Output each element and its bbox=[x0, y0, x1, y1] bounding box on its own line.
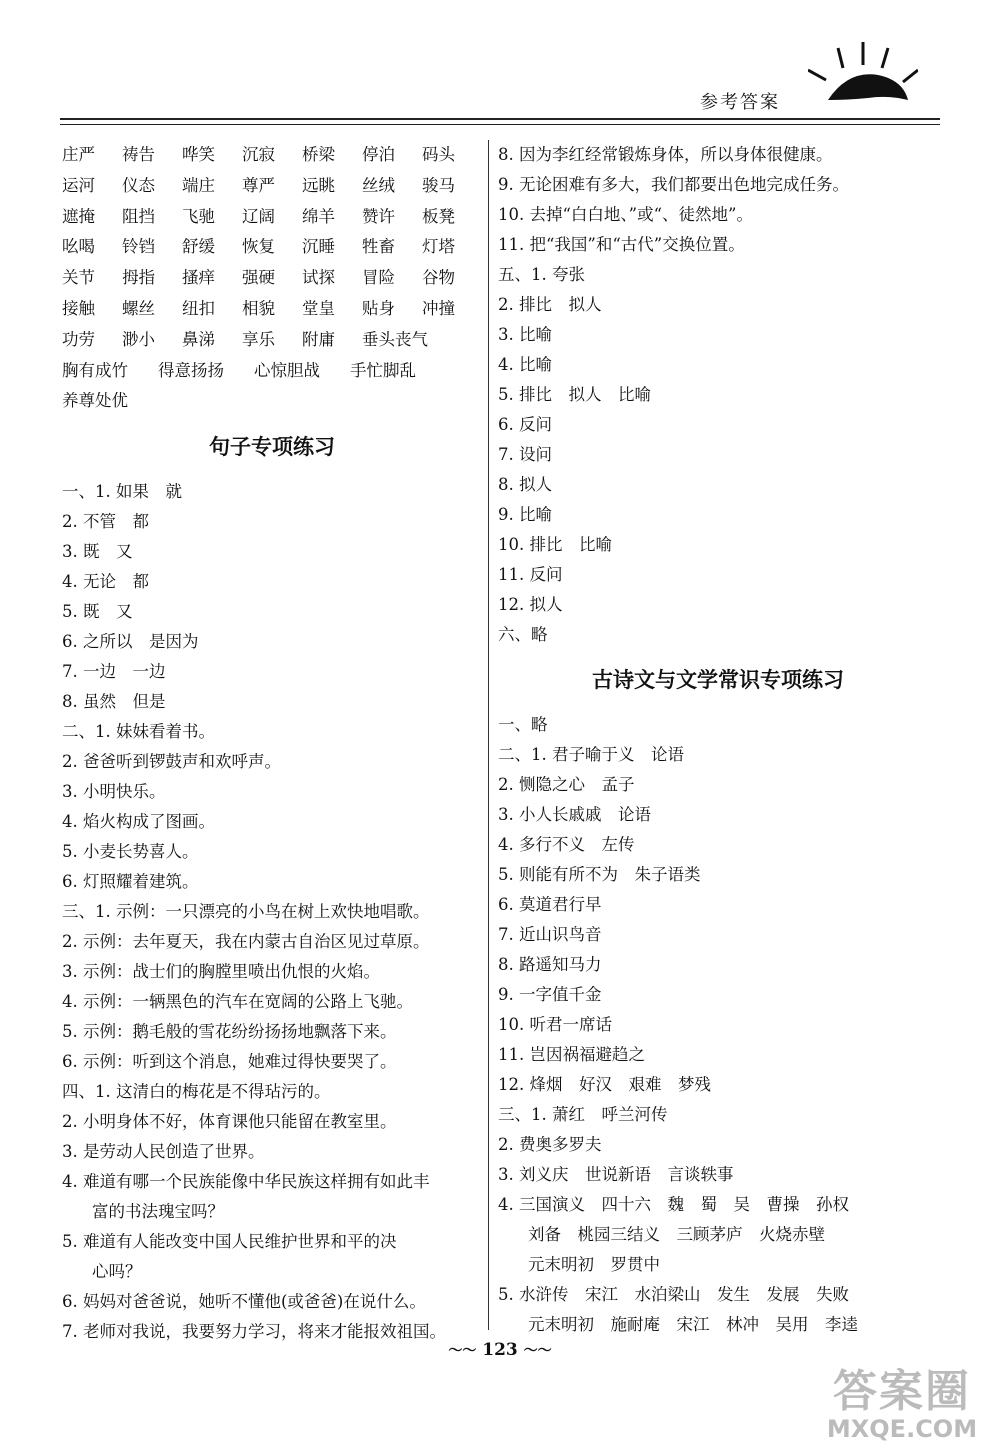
answer-line: 3. 比喻 bbox=[498, 325, 552, 344]
vocab-row bbox=[62, 202, 482, 233]
vocab-word: 码头 bbox=[422, 145, 455, 164]
answer-line: 4. 无论 都 bbox=[62, 572, 149, 592]
vocab-word: 丝绒 bbox=[362, 175, 395, 195]
vocab-word: 谷物 bbox=[422, 268, 455, 288]
answer-line: 5. 难道有人能改变中国人民维护世界和平的决 bbox=[62, 1232, 397, 1252]
vocab-word: 遮掩 bbox=[62, 206, 95, 226]
vocab-word: 运河 bbox=[62, 175, 95, 195]
answer-line: 三、1. 萧红 呼兰河传 bbox=[498, 1105, 668, 1124]
poetry-answers bbox=[498, 710, 938, 1340]
vocab-row bbox=[62, 140, 482, 171]
vocab-row bbox=[62, 325, 482, 356]
sentence-section-title: 句子专项练习 bbox=[209, 435, 335, 460]
answer-line: 4. 比喻 bbox=[498, 355, 552, 374]
header-label: 参考答案 bbox=[700, 92, 780, 113]
vocab-word: 铃铛 bbox=[122, 237, 155, 257]
watermark bbox=[812, 1355, 992, 1443]
answer-line: 2. 费奥多罗夫 bbox=[498, 1135, 602, 1154]
vocab-word: 搔痒 bbox=[182, 268, 215, 288]
vocab-word: 鼻涕 bbox=[182, 329, 215, 349]
answer-line: 11. 把“我国”和“古代”交换位置。 bbox=[498, 235, 745, 254]
vocab-word: 养尊处优 bbox=[62, 391, 128, 411]
header-rule bbox=[60, 118, 940, 120]
left-column bbox=[62, 140, 482, 1347]
answer-line: 3. 示例：战士们的胸膛里喷出仇恨的火焰。 bbox=[62, 962, 380, 982]
watermark-main: 答案圈 bbox=[833, 1366, 971, 1417]
vocab-row bbox=[62, 294, 482, 325]
answer-line: 12. 烽烟 好汉 艰难 梦残 bbox=[498, 1075, 711, 1094]
answer-line: 四、1. 这清白的梅花是不得玷污的。 bbox=[62, 1082, 331, 1102]
answer-line: 六、略 bbox=[498, 625, 548, 644]
answer-line: 9. 一字值千金 bbox=[498, 985, 602, 1004]
vocab-word: 手忙脚乱 bbox=[350, 360, 416, 380]
answer-line: 一、略 bbox=[498, 715, 548, 734]
answer-line: 11. 岂因祸福避趋之 bbox=[498, 1045, 645, 1064]
vocab-word: 试探 bbox=[302, 268, 335, 288]
answer-line: 4. 三国演义 四十六 魏 蜀 吴 曹操 孙权 bbox=[498, 1195, 849, 1214]
answer-line: 8. 虽然 但是 bbox=[62, 692, 166, 712]
vocab-word: 冲撞 bbox=[422, 298, 455, 318]
answer-line: 9. 无论困难有多大，我们都要出色地完成任务。 bbox=[498, 175, 849, 194]
answer-line: 7. 设问 bbox=[498, 445, 552, 464]
vocab-word: 骏马 bbox=[422, 175, 455, 195]
answer-line: 2. 恻隐之心 孟子 bbox=[498, 775, 635, 794]
answer-line: 2. 排比 拟人 bbox=[498, 295, 602, 314]
vocab-word: 吆喝 bbox=[62, 237, 95, 257]
vocab-word: 仪态 bbox=[122, 175, 155, 195]
answer-line: 3. 既 又 bbox=[62, 542, 133, 562]
answer-line: 3. 刘义庆 世说新语 言谈轶事 bbox=[498, 1165, 734, 1184]
answer-line: 4. 多行不义 左传 bbox=[498, 835, 635, 854]
vocab-word: 关节 bbox=[62, 268, 95, 288]
answer-line: 3. 小明快乐。 bbox=[62, 782, 166, 802]
answer-line: 心吗？ bbox=[92, 1262, 142, 1282]
answer-line: 元末明初 罗贯中 bbox=[528, 1255, 660, 1274]
answer-line: 8. 因为李红经常锻炼身体，所以身体很健康。 bbox=[498, 145, 833, 164]
answer-line: 五、1. 夸张 bbox=[498, 265, 585, 284]
vocab-word: 心惊胆战 bbox=[254, 360, 320, 380]
sun-icon bbox=[808, 40, 918, 130]
vocab-word: 得意扬扬 bbox=[158, 360, 224, 380]
poetry-section-title: 古诗文与文学常识专项练习 bbox=[592, 668, 844, 692]
answer-line: 二、1. 君子喻于义 论语 bbox=[498, 745, 684, 764]
vocab-word: 端庄 bbox=[182, 175, 215, 195]
vocab-word: 沉寂 bbox=[242, 145, 275, 164]
answer-line: 2. 小明身体不好，体育课他只能留在教室里。 bbox=[62, 1112, 397, 1132]
vocab-word: 堂皇 bbox=[302, 298, 335, 318]
answer-line: 10. 听君一席话 bbox=[498, 1015, 612, 1034]
vocab-word: 胸有成竹 bbox=[62, 360, 128, 380]
answer-line: 一、1. 如果 就 bbox=[62, 482, 182, 502]
answer-line: 9. 比喻 bbox=[498, 505, 552, 524]
vocab-word: 附庸 bbox=[302, 329, 335, 349]
answer-line: 3. 小人长戚戚 论语 bbox=[498, 805, 651, 824]
answer-line: 2. 爸爸听到锣鼓声和欢呼声。 bbox=[62, 752, 281, 772]
page-number-text: 123 bbox=[482, 1340, 518, 1360]
vocab-word: 相貌 bbox=[242, 298, 275, 318]
vocab-word: 沉睡 bbox=[302, 237, 335, 257]
watermark-url: MXQE.COM bbox=[826, 1415, 978, 1443]
answer-line: 6. 妈妈对爸爸说，她听不懂他(或爸爸)在说什么。 bbox=[62, 1292, 426, 1312]
answer-line: 10. 去掉“白白地、”或“、徒然地”。 bbox=[498, 205, 753, 224]
page-number bbox=[440, 1340, 560, 1360]
answer-line: 三、1. 示例：一只漂亮的小鸟在树上欢快地唱歌。 bbox=[62, 902, 430, 922]
vocab-row bbox=[62, 263, 482, 294]
answer-line: 刘备 桃园三结义 三顾茅庐 火烧赤壁 bbox=[528, 1225, 825, 1244]
vocab-word: 垂头丧气 bbox=[362, 329, 428, 349]
header-rule-thin bbox=[60, 124, 940, 125]
answer-line: 5. 既 又 bbox=[62, 602, 133, 622]
vocab-word: 纽扣 bbox=[182, 298, 215, 318]
answer-line: 2. 不管 都 bbox=[62, 512, 149, 532]
rhetoric-answers bbox=[498, 140, 938, 650]
vocab-word: 桥梁 bbox=[302, 145, 335, 164]
answer-line: 5. 排比 拟人 比喻 bbox=[498, 385, 651, 404]
vocab-row bbox=[62, 171, 482, 202]
vocab-word: 享乐 bbox=[242, 329, 275, 349]
vocab-word: 庄严 bbox=[62, 145, 95, 164]
vocab-word: 贴身 bbox=[362, 298, 395, 318]
answer-line: 4. 焰火构成了图画。 bbox=[62, 812, 215, 832]
answer-line: 元末明初 施耐庵 宋江 林冲 吴用 李逵 bbox=[528, 1315, 858, 1334]
vocab-word: 渺小 bbox=[122, 329, 155, 349]
column-divider bbox=[488, 140, 489, 1330]
vocab-word: 拇指 bbox=[122, 268, 155, 288]
answer-line: 6. 莫道君行早 bbox=[498, 895, 602, 914]
answer-line: 8. 拟人 bbox=[498, 475, 552, 494]
answer-line: 二、1. 妹妹看着书。 bbox=[62, 722, 215, 742]
answer-line: 4. 示例：一辆黑色的汽车在宽阔的公路上飞驰。 bbox=[62, 992, 413, 1012]
answer-line: 7. 一边 一边 bbox=[62, 662, 166, 682]
answer-line: 2. 示例：去年夏天，我在内蒙古自治区见过草原。 bbox=[62, 932, 430, 952]
answer-line: 5. 水浒传 宋江 水泊梁山 发生 发展 失败 bbox=[498, 1285, 849, 1304]
vocab-word: 板凳 bbox=[422, 206, 455, 226]
answer-line: 4. 难道有哪一个民族能像中华民族这样拥有如此丰 bbox=[62, 1172, 430, 1192]
right-column bbox=[498, 140, 938, 1340]
answer-line: 5. 示例：鹅毛般的雪花纷纷扬扬地飘落下来。 bbox=[62, 1022, 397, 1042]
ornament-left-icon: ～～ bbox=[448, 1343, 477, 1359]
answer-line: 富的书法瑰宝吗？ bbox=[92, 1202, 224, 1222]
vocab-word: 辽阔 bbox=[242, 206, 275, 226]
answer-line: 11. 反问 bbox=[498, 565, 563, 584]
answer-line: 3. 是劳动人民创造了世界。 bbox=[62, 1142, 265, 1162]
vocab-word: 远眺 bbox=[302, 175, 335, 195]
answer-line: 6. 之所以 是因为 bbox=[62, 632, 199, 652]
vocab-grid bbox=[62, 140, 482, 417]
vocab-row bbox=[62, 386, 482, 417]
vocab-word: 接触 bbox=[62, 298, 95, 318]
vocab-word: 螺丝 bbox=[122, 298, 155, 318]
vocab-word: 灯塔 bbox=[422, 237, 455, 257]
vocab-word: 祷告 bbox=[122, 145, 155, 164]
vocab-word: 飞驰 bbox=[182, 206, 215, 226]
vocab-word: 恢复 bbox=[242, 237, 275, 257]
vocab-word: 哗笑 bbox=[182, 145, 215, 164]
answer-line: 6. 示例：听到这个消息，她难过得快要哭了。 bbox=[62, 1052, 397, 1072]
vocab-word: 赞许 bbox=[362, 206, 395, 226]
answer-line: 6. 反问 bbox=[498, 415, 552, 434]
answer-line: 6. 灯照耀着建筑。 bbox=[62, 872, 199, 892]
vocab-word: 阻挡 bbox=[122, 206, 155, 226]
vocab-word: 牲畜 bbox=[362, 237, 395, 257]
sentence-answers bbox=[62, 477, 482, 1347]
answer-line: 10. 排比 比喻 bbox=[498, 535, 612, 554]
answer-line: 12. 拟人 bbox=[498, 595, 563, 614]
answer-line: 7. 老师对我说，我要努力学习，将来才能报效祖国。 bbox=[62, 1322, 446, 1342]
answer-line: 8. 路遥知马力 bbox=[498, 955, 602, 974]
vocab-row bbox=[62, 232, 482, 263]
vocab-word: 强硬 bbox=[242, 268, 275, 288]
vocab-word: 舒缓 bbox=[182, 237, 215, 257]
answer-line: 5. 则能有所不为 朱子语类 bbox=[498, 865, 701, 884]
vocab-word: 尊严 bbox=[242, 175, 275, 195]
vocab-word: 冒险 bbox=[362, 268, 395, 288]
vocab-word: 停泊 bbox=[362, 145, 395, 164]
vocab-word: 功劳 bbox=[62, 329, 95, 349]
vocab-row bbox=[62, 356, 482, 387]
answer-line: 7. 近山识鸟音 bbox=[498, 925, 602, 944]
ornament-right-icon: ～～ bbox=[523, 1343, 552, 1359]
vocab-word: 绵羊 bbox=[302, 206, 335, 226]
answer-line: 5. 小麦长势喜人。 bbox=[62, 842, 199, 862]
